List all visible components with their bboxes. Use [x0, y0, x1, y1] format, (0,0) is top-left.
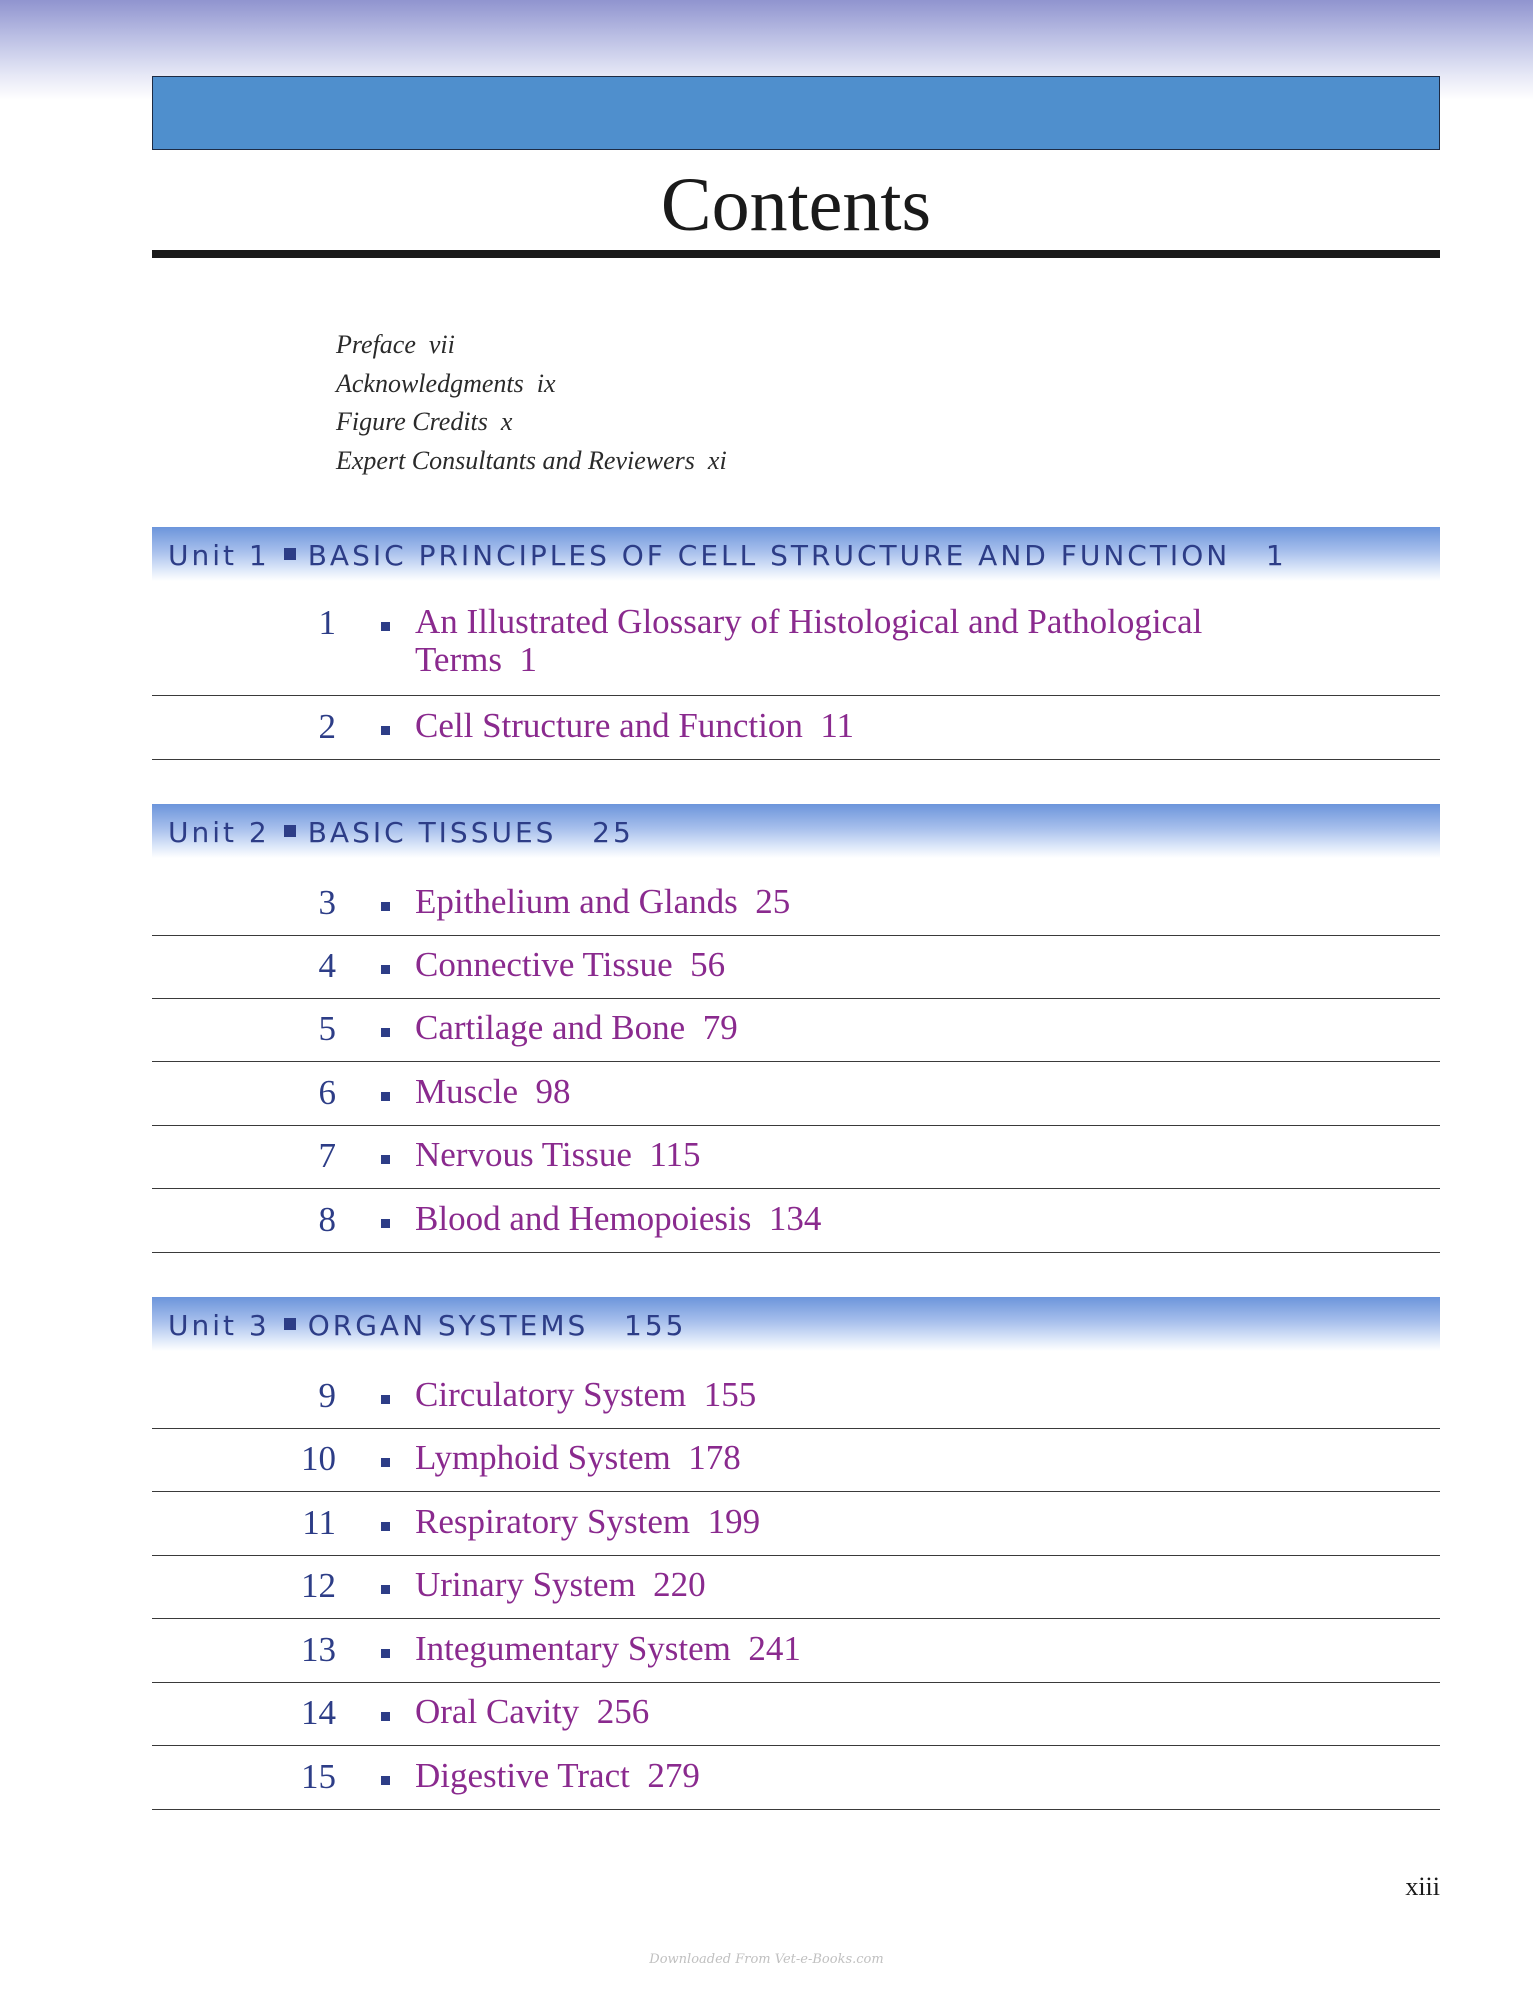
- unit-page: 25: [592, 816, 634, 849]
- chapter-row[interactable]: [152, 593, 1440, 696]
- front-matter-list: [336, 326, 727, 480]
- bullet-square-icon: [381, 1155, 390, 1164]
- chapter-title: Nervous Tissue 115: [415, 1135, 701, 1174]
- chapter-number: 8: [318, 1200, 336, 1239]
- chapter-title: Connective Tissue 56: [415, 945, 726, 984]
- unit-title: ORGAN SYSTEMS: [307, 1309, 589, 1342]
- download-watermark: Downloaded From Vet-e-Books.com: [649, 1952, 884, 1967]
- bullet-square-icon: [284, 825, 296, 837]
- bullet-square-icon: [381, 726, 390, 735]
- header-color-bar: [152, 76, 1440, 150]
- chapter-number: 12: [301, 1566, 336, 1605]
- chapter-number: 10: [301, 1439, 336, 1478]
- title-rule: [152, 250, 1440, 258]
- chapter-title: An Illustrated Glossary of Histological and Pathological Terms 1: [415, 602, 1203, 679]
- bullet-square-icon: [381, 1776, 390, 1785]
- chapter-title: Cell Structure and Function 11: [415, 706, 855, 745]
- chapter-row[interactable]: [152, 1366, 1440, 1429]
- unit-label: Unit 2: [168, 816, 270, 849]
- bullet-square-icon: [381, 1458, 390, 1467]
- chapter-row[interactable]: [152, 1683, 1440, 1746]
- chapter-title: Circulatory System 155: [415, 1375, 757, 1414]
- chapter-row[interactable]: [152, 873, 1440, 936]
- chapter-row[interactable]: [152, 697, 1440, 760]
- bullet-square-icon: [381, 1395, 390, 1404]
- chapter-number: 6: [318, 1073, 336, 1112]
- front-matter-item[interactable]: Expert Consultants and Reviewers xi: [336, 445, 727, 475]
- chapter-row[interactable]: [152, 1556, 1440, 1619]
- chapter-row[interactable]: [152, 1620, 1440, 1683]
- unit-page: 1: [1265, 539, 1287, 572]
- chapter-title: Blood and Hemopoiesis 134: [415, 1199, 822, 1238]
- unit-header[interactable]: [152, 1297, 1440, 1351]
- chapter-number: 14: [301, 1693, 336, 1732]
- chapter-row[interactable]: [152, 1063, 1440, 1126]
- chapter-title: Urinary System 220: [415, 1565, 706, 1604]
- bullet-square-icon: [381, 965, 390, 974]
- chapter-title: Integumentary System 241: [415, 1629, 801, 1668]
- chapter-number: 3: [318, 883, 336, 922]
- bullet-square-icon: [381, 1028, 390, 1037]
- chapter-number: 1: [318, 603, 336, 642]
- chapter-number: 9: [318, 1376, 336, 1415]
- unit-page: 155: [624, 1309, 687, 1342]
- chapter-row[interactable]: [152, 1747, 1440, 1810]
- page-title: Contents: [660, 163, 932, 247]
- unit-header[interactable]: [152, 804, 1440, 858]
- chapter-number: 15: [301, 1757, 336, 1796]
- unit-label: Unit 3: [168, 1309, 270, 1342]
- bullet-square-icon: [381, 1522, 390, 1531]
- unit-label: Unit 1: [168, 539, 270, 572]
- bullet-square-icon: [381, 1219, 390, 1228]
- chapter-number: 11: [302, 1503, 336, 1542]
- chapter-row[interactable]: [152, 1190, 1440, 1253]
- chapter-row[interactable]: [152, 1493, 1440, 1556]
- front-matter-item[interactable]: Preface vii: [336, 330, 455, 359]
- bullet-square-icon: [381, 622, 390, 631]
- chapter-number: 5: [318, 1009, 336, 1048]
- unit-title: BASIC PRINCIPLES OF CELL STRUCTURE AND FUNCTION: [307, 539, 1231, 572]
- chapter-title: Muscle 98: [415, 1072, 571, 1111]
- unit-header[interactable]: [152, 527, 1440, 581]
- chapter-title: Digestive Tract 279: [415, 1756, 700, 1795]
- chapter-number: 13: [301, 1630, 336, 1669]
- bullet-square-icon: [381, 1712, 390, 1721]
- chapter-title: Respiratory System 199: [415, 1502, 761, 1541]
- front-matter-item[interactable]: Acknowledgments ix: [336, 368, 556, 398]
- chapter-row[interactable]: [152, 1429, 1440, 1492]
- unit-title: BASIC TISSUES: [307, 816, 557, 849]
- bullet-square-icon: [381, 1092, 390, 1101]
- chapter-row[interactable]: [152, 936, 1440, 999]
- chapter-title: Cartilage and Bone 79: [415, 1008, 738, 1047]
- chapter-title: Oral Cavity 256: [415, 1692, 650, 1731]
- chapter-title: Lymphoid System 178: [415, 1438, 741, 1477]
- bullet-square-icon: [284, 1318, 296, 1330]
- chapter-number: 4: [318, 946, 336, 985]
- bullet-square-icon: [381, 1585, 390, 1594]
- bullet-square-icon: [381, 902, 390, 911]
- chapter-number: 2: [318, 707, 336, 746]
- chapter-row[interactable]: [152, 1126, 1440, 1189]
- chapter-title: Epithelium and Glands 25: [415, 882, 791, 921]
- chapter-number: 7: [318, 1136, 336, 1175]
- front-matter-item[interactable]: Figure Credits x: [336, 407, 513, 436]
- page-number: xiii: [1405, 1872, 1440, 1901]
- bullet-square-icon: [381, 1649, 390, 1658]
- bullet-square-icon: [284, 548, 296, 560]
- chapter-row[interactable]: [152, 999, 1440, 1062]
